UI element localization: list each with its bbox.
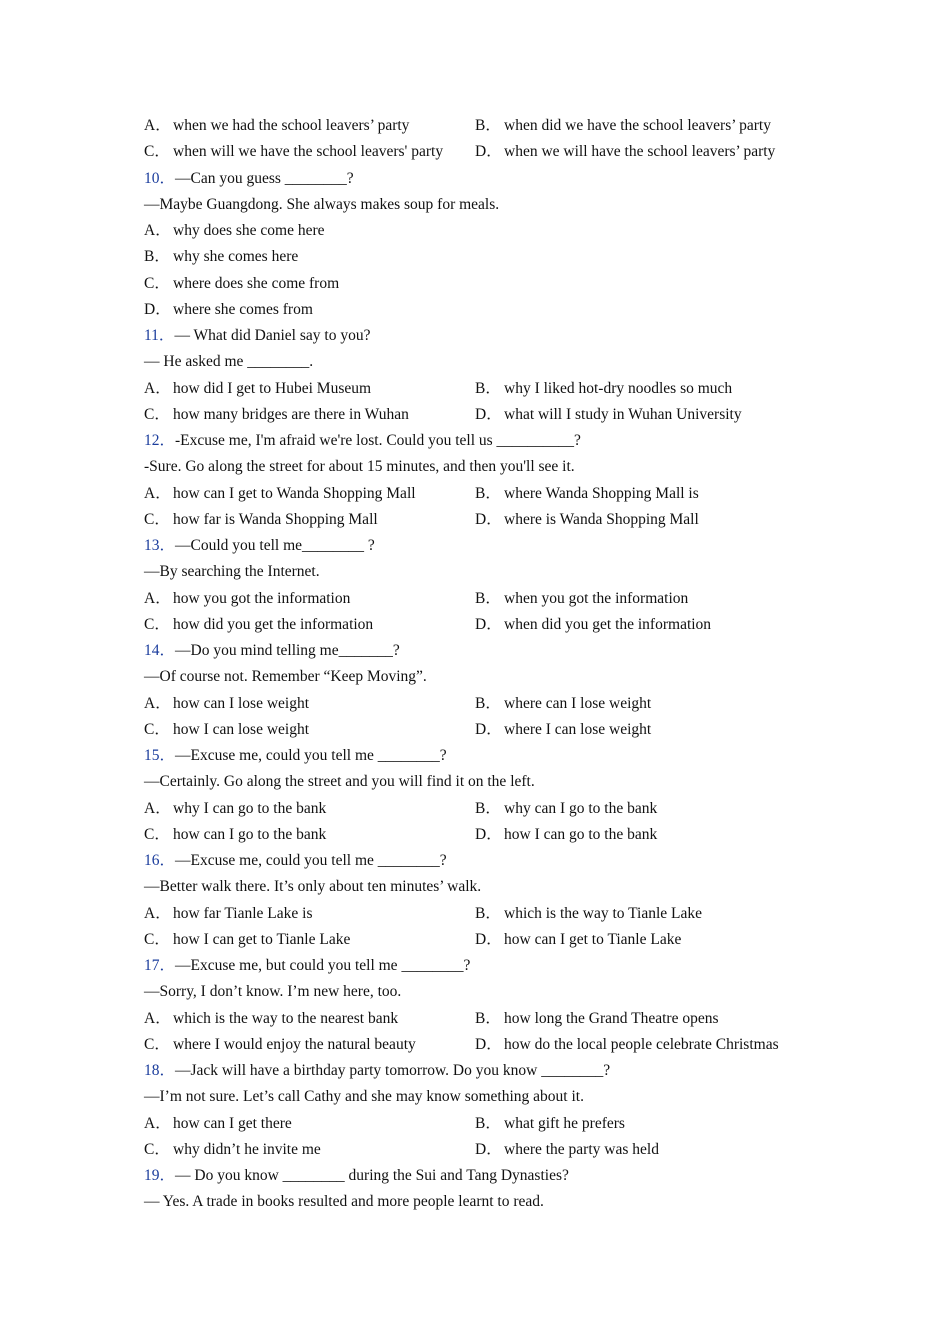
option-row [144, 612, 834, 638]
option-b [475, 1111, 625, 1137]
dialog-line: — He asked me ________. [144, 353, 314, 371]
option-text: when did you get the information [504, 615, 712, 633]
option-label: B． [475, 799, 501, 817]
dialog-line: —Sorry, I don’t know. I’m new here, too. [144, 983, 402, 1001]
option-row [144, 507, 834, 533]
option-row [144, 376, 834, 402]
option-b [475, 481, 699, 507]
question-number: 14． [144, 642, 176, 659]
question-text: -Excuse me, I'm afraid we're lost. Could you tell us __________? [175, 432, 581, 449]
option-c [144, 822, 326, 848]
option-row [144, 796, 834, 822]
question-text: — What did Daniel say to you? [174, 327, 371, 344]
option-row [144, 1137, 834, 1163]
option-c [144, 1032, 416, 1058]
option-row [144, 1006, 834, 1032]
dialog-line: —Certainly. Go along the street and you will find it on the left. [144, 773, 535, 791]
option-label: B． [475, 1114, 501, 1132]
option-label: B． [475, 589, 501, 607]
option-b [144, 244, 298, 270]
option-text: when did we have the school leavers’ party [504, 117, 771, 134]
option-label: A． [144, 1009, 171, 1027]
question-number: 17． [144, 957, 176, 974]
question-stem [144, 533, 834, 559]
option-text: how can I get to Wanda Shopping Mall [173, 484, 416, 502]
option-row [144, 297, 834, 323]
option-a [144, 1111, 292, 1137]
option-label: A． [144, 379, 171, 397]
option-row [144, 927, 834, 953]
option-text: where I would enjoy the natural beauty [173, 1035, 416, 1053]
option-text: when you got the information [504, 589, 689, 607]
option-label: C． [144, 405, 170, 423]
question-stem [144, 323, 834, 349]
question-text: —Can you guess ________? [175, 169, 354, 187]
option-c [144, 717, 309, 743]
option-label: D． [475, 1140, 502, 1158]
option-label: D． [144, 300, 171, 318]
question-stem [144, 428, 834, 454]
option-label: D． [475, 720, 502, 738]
option-label: B． [475, 117, 501, 134]
option-text: which is the way to Tianle Lake [504, 904, 703, 922]
question-text: —Do you mind telling me_______? [175, 642, 400, 659]
question-number: 10． [144, 169, 176, 187]
option-text: where does she come from [173, 274, 340, 292]
option-a [144, 218, 325, 244]
question-number: 13． [144, 537, 176, 554]
option-a [144, 376, 371, 402]
option-text: where is Wanda Shopping Mall [504, 510, 699, 528]
option-text: how I can go to the bank [504, 825, 658, 843]
option-a [144, 901, 312, 927]
option-d [144, 297, 313, 323]
option-label: C． [144, 615, 170, 633]
option-a [144, 1006, 398, 1032]
option-a [144, 796, 326, 822]
option-text: which is the way to the nearest bank [173, 1009, 399, 1027]
option-text: how far Tianle Lake is [173, 904, 313, 922]
option-text: why I can go to the bank [173, 799, 327, 817]
option-text: how can I lose weight [173, 694, 310, 712]
option-text: how can I get to Tianle Lake [504, 930, 682, 948]
option-label: A． [144, 799, 171, 817]
question-number: 12． [144, 432, 176, 449]
option-label: C． [144, 274, 170, 292]
question-number: 18． [144, 1062, 176, 1079]
option-text: when we will have the school leavers’ party [504, 143, 776, 161]
option-text: how many bridges are there in Wuhan [173, 405, 409, 423]
option-label: C． [144, 825, 170, 843]
option-label: B． [475, 904, 501, 922]
option-text: how did I get to Hubei Museum [173, 379, 372, 397]
option-text: why does she come here [173, 222, 325, 239]
option-d [475, 402, 742, 428]
option-text: where Wanda Shopping Mall is [504, 484, 699, 502]
option-text: why didn’t he invite me [173, 1140, 321, 1158]
dialog-line: -Sure. Go along the street for about 15 minutes, and then you'll see it. [144, 458, 575, 476]
option-label: C． [144, 143, 170, 161]
option-d [475, 1032, 779, 1058]
question-text: — Do you know ________ during the Sui and Tang Dynasties? [175, 1167, 569, 1184]
option-row [144, 481, 834, 507]
option-b [475, 376, 732, 402]
option-b [475, 691, 651, 717]
option-label: B． [475, 1009, 501, 1027]
option-text: why I liked hot-dry noodles so much [504, 379, 733, 397]
question-stem [144, 638, 834, 664]
option-text: how can I go to the bank [173, 825, 327, 843]
option-label: B． [475, 694, 501, 712]
option-label: C． [144, 930, 170, 948]
question-number: 15． [144, 747, 176, 764]
option-d [475, 507, 699, 533]
option-text: how can I get there [173, 1114, 292, 1132]
option-label: D． [475, 615, 502, 633]
exam-document [144, 113, 834, 1216]
option-c [144, 402, 409, 428]
option-c [144, 612, 373, 638]
option-label: B． [144, 248, 170, 266]
option-text: when will we have the school leavers' party [173, 143, 444, 161]
option-row [144, 822, 834, 848]
option-label: D． [475, 930, 502, 948]
dialog-line: —I’m not sure. Let’s call Cathy and she may know something about it. [144, 1088, 584, 1106]
option-a [144, 691, 309, 717]
option-label: A． [144, 117, 171, 134]
option-text: how you got the information [173, 589, 351, 607]
option-d [475, 822, 657, 848]
question-text: —Jack will have a birthday party tomorrow. Do you know ________? [175, 1062, 611, 1079]
option-row [144, 139, 834, 165]
option-text: how far is Wanda Shopping Mall [173, 510, 378, 528]
question-text: —Could you tell me________ ? [175, 537, 375, 554]
question-number: 11． [144, 327, 175, 344]
option-c [144, 271, 339, 297]
option-c [144, 927, 350, 953]
option-b [475, 796, 657, 822]
question-stem [144, 1058, 834, 1084]
option-a [144, 481, 416, 507]
option-text: how did you get the information [173, 615, 374, 633]
option-label: B． [475, 484, 501, 502]
option-text: where can I lose weight [504, 694, 652, 712]
option-d [475, 612, 711, 638]
option-row [144, 218, 834, 244]
option-label: D． [475, 510, 502, 528]
question-stem [144, 848, 834, 874]
option-text: where I can lose weight [504, 720, 652, 738]
option-b [475, 1006, 719, 1032]
option-text: why can I go to the bank [504, 799, 658, 817]
dialog-line: —By searching the Internet. [144, 563, 320, 581]
dialog-line: — Yes. A trade in books resulted and more people learnt to read. [144, 1193, 544, 1211]
option-d [475, 139, 775, 165]
option-text: why she comes here [173, 248, 299, 266]
question-stem [144, 166, 834, 192]
dialog-line: —Better walk there. It’s only about ten minutes’ walk. [144, 878, 482, 896]
option-a [144, 586, 350, 612]
option-label: D． [475, 825, 502, 843]
option-b [475, 113, 771, 139]
option-label: A． [144, 484, 171, 502]
option-c [144, 1137, 321, 1163]
question-text: —Excuse me, could you tell me ________? [175, 852, 447, 869]
dialog-line: —Maybe Guangdong. She always makes soup for meals. [144, 195, 500, 213]
dialog-line: —Of course not. Remember “Keep Moving”. [144, 668, 427, 686]
option-text: when we had the school leavers’ party [173, 117, 410, 134]
option-text: how long the Grand Theatre opens [504, 1009, 719, 1027]
option-row [144, 402, 834, 428]
option-label: C． [144, 720, 170, 738]
option-row [144, 271, 834, 297]
option-label: A． [144, 694, 171, 712]
option-label: A． [144, 589, 171, 607]
option-row [144, 113, 834, 139]
question-stem [144, 1163, 834, 1189]
option-label: A． [144, 904, 171, 922]
option-label: C． [144, 510, 170, 528]
option-b [475, 901, 702, 927]
question-text: —Excuse me, could you tell me ________? [175, 747, 447, 764]
option-a [144, 113, 409, 139]
option-text: how I can get to Tianle Lake [173, 930, 351, 948]
option-row [144, 244, 834, 270]
option-text: where the party was held [504, 1140, 659, 1158]
question-stem [144, 743, 834, 769]
option-c [144, 507, 378, 533]
option-label: D． [475, 1035, 502, 1053]
question-text: —Excuse me, but could you tell me ________? [175, 957, 471, 974]
option-d [475, 1137, 659, 1163]
option-d [475, 717, 651, 743]
option-b [475, 586, 688, 612]
option-row [144, 691, 834, 717]
option-label: D． [475, 405, 502, 423]
option-row [144, 586, 834, 612]
option-c [144, 139, 443, 165]
option-row [144, 1032, 834, 1058]
option-label: A． [144, 222, 171, 239]
option-text: what will I study in Wuhan University [504, 405, 742, 423]
option-label: D． [475, 143, 502, 161]
option-row [144, 901, 834, 927]
question-stem [144, 953, 834, 979]
option-d [475, 927, 681, 953]
option-text: how do the local people celebrate Christmas [504, 1035, 779, 1053]
option-text: how I can lose weight [173, 720, 310, 738]
option-label: C． [144, 1140, 170, 1158]
question-number: 19． [144, 1167, 176, 1184]
option-label: A． [144, 1114, 171, 1132]
question-number: 16． [144, 852, 176, 869]
option-row [144, 1111, 834, 1137]
option-row [144, 717, 834, 743]
option-label: C． [144, 1035, 170, 1053]
option-label: B． [475, 379, 501, 397]
option-text: what gift he prefers [504, 1114, 625, 1132]
option-text: where she comes from [173, 300, 313, 318]
